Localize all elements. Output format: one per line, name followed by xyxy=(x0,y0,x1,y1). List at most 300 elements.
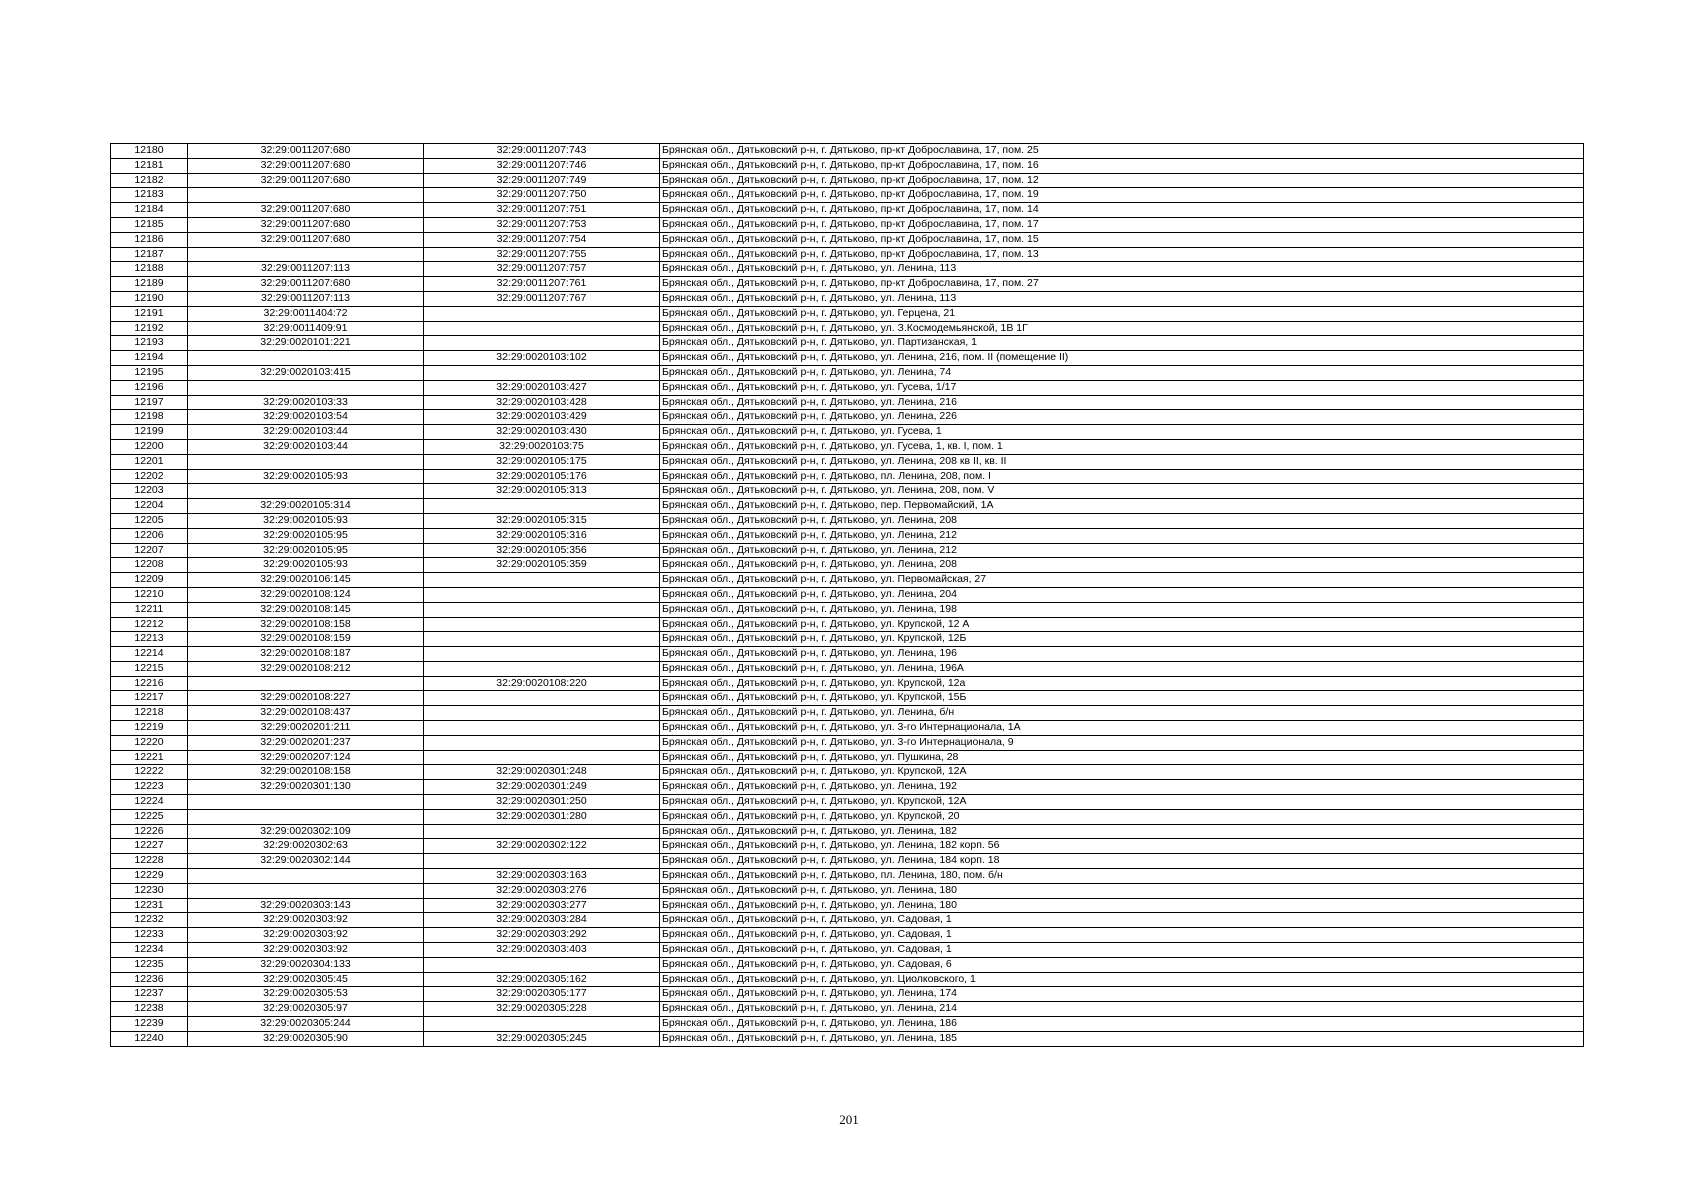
address-cell: Брянская обл., Дятьковский р-н, г. Дятьково, ул. Ленина, 182 xyxy=(660,824,1584,839)
row-number-cell: 12200 xyxy=(111,439,188,454)
row-number-cell: 12198 xyxy=(111,410,188,425)
row-number-cell: 12232 xyxy=(111,913,188,928)
cadastral-number-object-cell: 32:29:0011207:754 xyxy=(424,232,660,247)
address-cell: Брянская обл., Дятьковский р-н, г. Дятьково, ул. Ленина, 226 xyxy=(660,410,1584,425)
cadastral-number-object-cell: 32:29:0020103:427 xyxy=(424,380,660,395)
table-row xyxy=(111,750,1584,765)
address-cell: Брянская обл., Дятьковский р-н, г. Дятьково, ул. Крупской, 12Б xyxy=(660,632,1584,647)
table-row xyxy=(111,291,1584,306)
cadastral-number-object-cell xyxy=(424,661,660,676)
address-cell: Брянская обл., Дятьковский р-н, г. Дятьково, ул. Ленина, 214 xyxy=(660,1002,1584,1017)
table-row xyxy=(111,144,1584,159)
row-number-cell: 12207 xyxy=(111,543,188,558)
cadastral-number-object-cell: 32:29:0011207:753 xyxy=(424,217,660,232)
table-row xyxy=(111,972,1584,987)
cadastral-number-object-cell: 32:29:0020103:75 xyxy=(424,439,660,454)
row-number-cell: 12194 xyxy=(111,351,188,366)
table-row xyxy=(111,809,1584,824)
address-cell: Брянская обл., Дятьковский р-н, г. Дятьково, ул. Ленина, 113 xyxy=(660,262,1584,277)
table-row xyxy=(111,499,1584,514)
cadastral-number-parent-cell xyxy=(188,351,424,366)
cadastral-number-parent-cell: 32:29:0020302:144 xyxy=(188,854,424,869)
table-row xyxy=(111,735,1584,750)
cadastral-number-parent-cell: 32:29:0020108:145 xyxy=(188,602,424,617)
cadastral-number-object-cell xyxy=(424,336,660,351)
address-cell: Брянская обл., Дятьковский р-н, г. Дятьково, ул. Герцена, 21 xyxy=(660,306,1584,321)
table-row xyxy=(111,928,1584,943)
address-cell: Брянская обл., Дятьковский р-н, г. Дятьково, пр-кт Доброславина, 17, пом. 25 xyxy=(660,144,1584,159)
cadastral-number-object-cell xyxy=(424,691,660,706)
registry-table xyxy=(110,143,1584,1047)
address-cell: Брянская обл., Дятьковский р-н, г. Дятьково, ул. Ленина, 204 xyxy=(660,587,1584,602)
table-row xyxy=(111,410,1584,425)
cadastral-number-object-cell xyxy=(424,573,660,588)
row-number-cell: 12224 xyxy=(111,795,188,810)
table-row xyxy=(111,854,1584,869)
table-row xyxy=(111,839,1584,854)
address-cell: Брянская обл., Дятьковский р-н, г. Дятьково, ул. Ленина, б/н xyxy=(660,706,1584,721)
cadastral-number-object-cell: 32:29:0020103:430 xyxy=(424,425,660,440)
table-row xyxy=(111,558,1584,573)
cadastral-number-parent-cell: 32:29:0020305:97 xyxy=(188,1002,424,1017)
cadastral-number-parent-cell: 32:29:0020105:93 xyxy=(188,469,424,484)
cadastral-number-parent-cell: 32:29:0020103:44 xyxy=(188,439,424,454)
table-row xyxy=(111,277,1584,292)
row-number-cell: 12222 xyxy=(111,765,188,780)
row-number-cell: 12220 xyxy=(111,735,188,750)
cadastral-number-parent-cell: 32:29:0020108:124 xyxy=(188,587,424,602)
row-number-cell: 12234 xyxy=(111,943,188,958)
row-number-cell: 12193 xyxy=(111,336,188,351)
cadastral-number-object-cell xyxy=(424,750,660,765)
cadastral-number-object-cell: 32:29:0020303:284 xyxy=(424,913,660,928)
cadastral-number-parent-cell: 32:29:0020103:33 xyxy=(188,395,424,410)
row-number-cell: 12213 xyxy=(111,632,188,647)
cadastral-number-parent-cell: 32:29:0020108:437 xyxy=(188,706,424,721)
table-row xyxy=(111,543,1584,558)
cadastral-number-object-cell: 32:29:0011207:746 xyxy=(424,158,660,173)
row-number-cell: 12201 xyxy=(111,454,188,469)
cadastral-number-object-cell: 32:29:0011207:757 xyxy=(424,262,660,277)
cadastral-number-object-cell: 32:29:0011207:761 xyxy=(424,277,660,292)
cadastral-number-object-cell xyxy=(424,735,660,750)
cadastral-number-parent-cell: 32:29:0020303:92 xyxy=(188,943,424,958)
row-number-cell: 12206 xyxy=(111,528,188,543)
address-cell: Брянская обл., Дятьковский р-н, г. Дятьково, ул. Крупской, 15Б xyxy=(660,691,1584,706)
address-cell: Брянская обл., Дятьковский р-н, г. Дятьково, ул. Гусева, 1/17 xyxy=(660,380,1584,395)
row-number-cell: 12204 xyxy=(111,499,188,514)
cadastral-number-object-cell: 32:29:0020105:356 xyxy=(424,543,660,558)
cadastral-number-parent-cell xyxy=(188,454,424,469)
row-number-cell: 12210 xyxy=(111,587,188,602)
cadastral-number-object-cell: 32:29:0020103:429 xyxy=(424,410,660,425)
cadastral-number-parent-cell: 32:29:0020302:109 xyxy=(188,824,424,839)
row-number-cell: 12202 xyxy=(111,469,188,484)
address-cell: Брянская обл., Дятьковский р-н, г. Дятьково, пр-кт Доброславина, 17, пом. 12 xyxy=(660,173,1584,188)
row-number-cell: 12184 xyxy=(111,203,188,218)
address-cell: Брянская обл., Дятьковский р-н, г. Дятьково, ул. Садовая, 1 xyxy=(660,943,1584,958)
address-cell: Брянская обл., Дятьковский р-н, г. Дятьково, ул. Ленина, 185 xyxy=(660,1031,1584,1046)
row-number-cell: 12208 xyxy=(111,558,188,573)
address-cell: Брянская обл., Дятьковский р-н, г. Дятьково, ул. Ленина, 184 корп. 18 xyxy=(660,854,1584,869)
row-number-cell: 12199 xyxy=(111,425,188,440)
table-row xyxy=(111,380,1584,395)
row-number-cell: 12188 xyxy=(111,262,188,277)
cadastral-number-object-cell: 32:29:0020305:228 xyxy=(424,1002,660,1017)
address-cell: Брянская обл., Дятьковский р-н, г. Дятьково, ул. Ленина, 182 корп. 56 xyxy=(660,839,1584,854)
table-row xyxy=(111,365,1584,380)
registry-table-body xyxy=(111,144,1584,1047)
address-cell: Брянская обл., Дятьковский р-н, г. Дятьково, ул. Ленина, 196 xyxy=(660,647,1584,662)
table-row xyxy=(111,217,1584,232)
table-row xyxy=(111,469,1584,484)
address-cell: Брянская обл., Дятьковский р-н, г. Дятьково, ул. Крупской, 12А xyxy=(660,795,1584,810)
address-cell: Брянская обл., Дятьковский р-н, г. Дятьково, ул. Ленина, 208, пом. V xyxy=(660,484,1584,499)
cadastral-number-object-cell: 32:29:0020105:316 xyxy=(424,528,660,543)
row-number-cell: 12218 xyxy=(111,706,188,721)
cadastral-number-object-cell xyxy=(424,854,660,869)
row-number-cell: 12205 xyxy=(111,513,188,528)
cadastral-number-object-cell: 32:29:0020108:220 xyxy=(424,676,660,691)
row-number-cell: 12238 xyxy=(111,1002,188,1017)
address-cell: Брянская обл., Дятьковский р-н, г. Дятьково, ул. Первомайская, 27 xyxy=(660,573,1584,588)
cadastral-number-parent-cell: 32:29:0020103:415 xyxy=(188,365,424,380)
cadastral-number-object-cell xyxy=(424,957,660,972)
cadastral-number-parent-cell xyxy=(188,247,424,262)
table-row xyxy=(111,247,1584,262)
row-number-cell: 12223 xyxy=(111,780,188,795)
table-row xyxy=(111,1031,1584,1046)
row-number-cell: 12228 xyxy=(111,854,188,869)
cadastral-number-parent-cell: 32:29:0011207:680 xyxy=(188,232,424,247)
cadastral-number-parent-cell: 32:29:0020105:93 xyxy=(188,513,424,528)
cadastral-number-parent-cell: 32:29:0020304:133 xyxy=(188,957,424,972)
address-cell: Брянская обл., Дятьковский р-н, г. Дятьково, ул. 3-го Интернационала, 9 xyxy=(660,735,1584,750)
cadastral-number-object-cell: 32:29:0020105:315 xyxy=(424,513,660,528)
cadastral-number-object-cell: 32:29:0011207:749 xyxy=(424,173,660,188)
cadastral-number-object-cell: 32:29:0011207:750 xyxy=(424,188,660,203)
cadastral-number-parent-cell xyxy=(188,795,424,810)
cadastral-number-parent-cell: 32:29:0020201:211 xyxy=(188,721,424,736)
cadastral-number-parent-cell: 32:29:0020108:187 xyxy=(188,647,424,662)
address-cell: Брянская обл., Дятьковский р-н, г. Дятьково, ул. Гусева, 1, кв. I, пом. 1 xyxy=(660,439,1584,454)
cadastral-number-parent-cell: 32:29:0020108:227 xyxy=(188,691,424,706)
row-number-cell: 12227 xyxy=(111,839,188,854)
row-number-cell: 12191 xyxy=(111,306,188,321)
cadastral-number-object-cell xyxy=(424,706,660,721)
row-number-cell: 12192 xyxy=(111,321,188,336)
cadastral-number-parent-cell: 32:29:0011207:680 xyxy=(188,277,424,292)
table-row xyxy=(111,203,1584,218)
address-cell: Брянская обл., Дятьковский р-н, г. Дятьково, пл. Ленина, 208, пом. I xyxy=(660,469,1584,484)
address-cell: Брянская обл., Дятьковский р-н, г. Дятьково, ул. Ленина, 180 xyxy=(660,898,1584,913)
address-cell: Брянская обл., Дятьковский р-н, г. Дятьково, ул. Ленина, 180 xyxy=(660,883,1584,898)
cadastral-number-parent-cell: 32:29:0020305:53 xyxy=(188,987,424,1002)
cadastral-number-object-cell: 32:29:0020301:248 xyxy=(424,765,660,780)
cadastral-number-object-cell: 32:29:0020105:359 xyxy=(424,558,660,573)
address-cell: Брянская обл., Дятьковский р-н, г. Дятьково, ул. Крупской, 12а xyxy=(660,676,1584,691)
address-cell: Брянская обл., Дятьковский р-н, г. Дятьково, ул. Ленина, 208 xyxy=(660,513,1584,528)
cadastral-number-object-cell: 32:29:0011207:755 xyxy=(424,247,660,262)
cadastral-number-parent-cell: 32:29:0020305:244 xyxy=(188,1017,424,1032)
table-row xyxy=(111,617,1584,632)
address-cell: Брянская обл., Дятьковский р-н, г. Дятьково, пр-кт Доброславина, 17, пом. 27 xyxy=(660,277,1584,292)
table-row xyxy=(111,573,1584,588)
table-row xyxy=(111,824,1584,839)
cadastral-number-object-cell: 32:29:0020305:162 xyxy=(424,972,660,987)
cadastral-number-parent-cell xyxy=(188,883,424,898)
table-row xyxy=(111,262,1584,277)
table-row xyxy=(111,158,1584,173)
cadastral-number-parent-cell: 32:29:0020305:45 xyxy=(188,972,424,987)
cadastral-number-parent-cell: 32:29:0020106:145 xyxy=(188,573,424,588)
row-number-cell: 12235 xyxy=(111,957,188,972)
table-row xyxy=(111,321,1584,336)
table-row xyxy=(111,943,1584,958)
address-cell: Брянская обл., Дятьковский р-н, г. Дятьково, ул. Садовая, 6 xyxy=(660,957,1584,972)
table-row xyxy=(111,351,1584,366)
row-number-cell: 12240 xyxy=(111,1031,188,1046)
cadastral-number-object-cell: 32:29:0020103:102 xyxy=(424,351,660,366)
cadastral-number-parent-cell: 32:29:0020103:44 xyxy=(188,425,424,440)
cadastral-number-parent-cell: 32:29:0020103:54 xyxy=(188,410,424,425)
table-row xyxy=(111,780,1584,795)
address-cell: Брянская обл., Дятьковский р-н, г. Дятьково, ул. Пушкина, 28 xyxy=(660,750,1584,765)
table-row xyxy=(111,395,1584,410)
table-row xyxy=(111,691,1584,706)
row-number-cell: 12239 xyxy=(111,1017,188,1032)
address-cell: Брянская обл., Дятьковский р-н, г. Дятьково, ул. Ленина, 192 xyxy=(660,780,1584,795)
cadastral-number-parent-cell: 32:29:0011409:91 xyxy=(188,321,424,336)
row-number-cell: 12215 xyxy=(111,661,188,676)
row-number-cell: 12186 xyxy=(111,232,188,247)
address-cell: Брянская обл., Дятьковский р-н, г. Дятьково, ул. Ленина, 212 xyxy=(660,528,1584,543)
table-row xyxy=(111,188,1584,203)
cadastral-number-object-cell: 32:29:0020303:292 xyxy=(424,928,660,943)
address-cell: Брянская обл., Дятьковский р-н, г. Дятьково, ул. Крупской, 12 А xyxy=(660,617,1584,632)
row-number-cell: 12219 xyxy=(111,721,188,736)
cadastral-number-object-cell xyxy=(424,647,660,662)
page-number: 201 xyxy=(839,1112,859,1127)
cadastral-number-object-cell: 32:29:0011207:751 xyxy=(424,203,660,218)
cadastral-number-object-cell: 32:29:0020303:403 xyxy=(424,943,660,958)
address-cell: Брянская обл., Дятьковский р-н, г. Дятьково, пл. Ленина, 180, пом. б/н xyxy=(660,869,1584,884)
cadastral-number-object-cell xyxy=(424,365,660,380)
cadastral-number-object-cell xyxy=(424,306,660,321)
cadastral-number-parent-cell xyxy=(188,809,424,824)
address-cell: Брянская обл., Дятьковский р-н, г. Дятьково, ул. Ленина, 186 xyxy=(660,1017,1584,1032)
address-cell: Брянская обл., Дятьковский р-н, г. Дятьково, ул. Гусева, 1 xyxy=(660,425,1584,440)
table-row xyxy=(111,706,1584,721)
row-number-cell: 12182 xyxy=(111,173,188,188)
cadastral-number-object-cell xyxy=(424,721,660,736)
address-cell: Брянская обл., Дятьковский р-н, г. Дятьково, ул. З.Космодемьянской, 1В 1Г xyxy=(660,321,1584,336)
table-row xyxy=(111,602,1584,617)
cadastral-number-object-cell: 32:29:0020303:276 xyxy=(424,883,660,898)
cadastral-number-object-cell: 32:29:0011207:767 xyxy=(424,291,660,306)
address-cell: Брянская обл., Дятьковский р-н, г. Дятьково, ул. Ленина, 113 xyxy=(660,291,1584,306)
table-row xyxy=(111,883,1584,898)
cadastral-number-parent-cell: 32:29:0020108:158 xyxy=(188,617,424,632)
row-number-cell: 12217 xyxy=(111,691,188,706)
table-row xyxy=(111,513,1584,528)
row-number-cell: 12185 xyxy=(111,217,188,232)
cadastral-number-parent-cell: 32:29:0020305:90 xyxy=(188,1031,424,1046)
table-row xyxy=(111,913,1584,928)
table-row xyxy=(111,987,1584,1002)
table-row xyxy=(111,1017,1584,1032)
cadastral-number-object-cell: 32:29:0020103:428 xyxy=(424,395,660,410)
address-cell: Брянская обл., Дятьковский р-н, г. Дятьково, пр-кт Доброславина, 17, пом. 15 xyxy=(660,232,1584,247)
cadastral-number-object-cell: 32:29:0020105:313 xyxy=(424,484,660,499)
cadastral-number-parent-cell: 32:29:0011207:113 xyxy=(188,291,424,306)
cadastral-number-object-cell: 32:29:0020303:163 xyxy=(424,869,660,884)
address-cell: Брянская обл., Дятьковский р-н, г. Дятьково, ул. Ленина, 174 xyxy=(660,987,1584,1002)
table-row xyxy=(111,425,1584,440)
row-number-cell: 12209 xyxy=(111,573,188,588)
address-cell: Брянская обл., Дятьковский р-н, г. Дятьково, ул. Ленина, 74 xyxy=(660,365,1584,380)
cadastral-number-parent-cell: 32:29:0020108:159 xyxy=(188,632,424,647)
table-row xyxy=(111,957,1584,972)
row-number-cell: 12226 xyxy=(111,824,188,839)
address-cell: Брянская обл., Дятьковский р-н, г. Дятьково, ул. Циолковского, 1 xyxy=(660,972,1584,987)
table-row xyxy=(111,173,1584,188)
table-row xyxy=(111,795,1584,810)
table-row xyxy=(111,661,1584,676)
cadastral-number-parent-cell: 32:29:0011207:680 xyxy=(188,144,424,159)
address-cell: Брянская обл., Дятьковский р-н, г. Дятьково, ул. Садовая, 1 xyxy=(660,928,1584,943)
row-number-cell: 12189 xyxy=(111,277,188,292)
cadastral-number-parent-cell: 32:29:0011207:113 xyxy=(188,262,424,277)
address-cell: Брянская обл., Дятьковский р-н, г. Дятьково, пр-кт Доброславина, 17, пом. 16 xyxy=(660,158,1584,173)
row-number-cell: 12190 xyxy=(111,291,188,306)
table-row xyxy=(111,306,1584,321)
row-number-cell: 12230 xyxy=(111,883,188,898)
cadastral-number-parent-cell: 32:29:0020105:314 xyxy=(188,499,424,514)
address-cell: Брянская обл., Дятьковский р-н, г. Дятьково, ул. Ленина, 198 xyxy=(660,602,1584,617)
cadastral-number-object-cell xyxy=(424,499,660,514)
address-cell: Брянская обл., Дятьковский р-н, г. Дятьково, пр-кт Доброславина, 17, пом. 13 xyxy=(660,247,1584,262)
table-row xyxy=(111,676,1584,691)
row-number-cell: 12195 xyxy=(111,365,188,380)
cadastral-number-object-cell xyxy=(424,321,660,336)
cadastral-number-parent-cell: 32:29:0020108:212 xyxy=(188,661,424,676)
address-cell: Брянская обл., Дятьковский р-н, г. Дятьково, пр-кт Доброславина, 17, пом. 19 xyxy=(660,188,1584,203)
address-cell: Брянская обл., Дятьковский р-н, г. Дятьково, пр-кт Доброславина, 17, пом. 17 xyxy=(660,217,1584,232)
row-number-cell: 12196 xyxy=(111,380,188,395)
address-cell: Брянская обл., Дятьковский р-н, г. Дятьково, ул. 3-го Интернационала, 1А xyxy=(660,721,1584,736)
cadastral-number-parent-cell: 32:29:0020303:92 xyxy=(188,928,424,943)
cadastral-number-object-cell: 32:29:0020302:122 xyxy=(424,839,660,854)
cadastral-number-object-cell: 32:29:0011207:743 xyxy=(424,144,660,159)
cadastral-number-parent-cell xyxy=(188,380,424,395)
cadastral-number-parent-cell: 32:29:0020105:95 xyxy=(188,543,424,558)
table-row xyxy=(111,869,1584,884)
row-number-cell: 12229 xyxy=(111,869,188,884)
cadastral-number-object-cell xyxy=(424,632,660,647)
row-number-cell: 12236 xyxy=(111,972,188,987)
cadastral-number-parent-cell: 32:29:0020303:143 xyxy=(188,898,424,913)
address-cell: Брянская обл., Дятьковский р-н, г. Дятьково, ул. Ленина, 208 кв II, кв. II xyxy=(660,454,1584,469)
table-row xyxy=(111,1002,1584,1017)
address-cell: Брянская обл., Дятьковский р-н, г. Дятьково, ул. Крупской, 12А xyxy=(660,765,1584,780)
row-number-cell: 12211 xyxy=(111,602,188,617)
table-row xyxy=(111,454,1584,469)
table-row xyxy=(111,336,1584,351)
table-row xyxy=(111,232,1584,247)
cadastral-number-parent-cell: 32:29:0020207:124 xyxy=(188,750,424,765)
cadastral-number-object-cell: 32:29:0020305:245 xyxy=(424,1031,660,1046)
cadastral-number-parent-cell: 32:29:0020108:158 xyxy=(188,765,424,780)
cadastral-number-parent-cell: 32:29:0011207:680 xyxy=(188,217,424,232)
row-number-cell: 12197 xyxy=(111,395,188,410)
row-number-cell: 12231 xyxy=(111,898,188,913)
row-number-cell: 12216 xyxy=(111,676,188,691)
cadastral-number-object-cell xyxy=(424,824,660,839)
address-cell: Брянская обл., Дятьковский р-н, г. Дятьково, ул. Ленина, 212 xyxy=(660,543,1584,558)
cadastral-number-parent-cell: 32:29:0020201:237 xyxy=(188,735,424,750)
row-number-cell: 12203 xyxy=(111,484,188,499)
cadastral-number-object-cell xyxy=(424,1017,660,1032)
cadastral-number-object-cell: 32:29:0020305:177 xyxy=(424,987,660,1002)
address-cell: Брянская обл., Дятьковский р-н, г. Дятьково, ул. Ленина, 216 xyxy=(660,395,1584,410)
address-cell: Брянская обл., Дятьковский р-н, г. Дятьково, ул. Партизанская, 1 xyxy=(660,336,1584,351)
table-row xyxy=(111,587,1584,602)
address-cell: Брянская обл., Дятьковский р-н, г. Дятьково, пр-кт Доброславина, 17, пом. 14 xyxy=(660,203,1584,218)
row-number-cell: 12187 xyxy=(111,247,188,262)
cadastral-number-object-cell: 32:29:0020301:249 xyxy=(424,780,660,795)
cadastral-number-parent-cell: 32:29:0020303:92 xyxy=(188,913,424,928)
address-cell: Брянская обл., Дятьковский р-н, г. Дятьково, ул. Ленина, 196А xyxy=(660,661,1584,676)
address-cell: Брянская обл., Дятьковский р-н, г. Дятьково, пер. Первомайский, 1А xyxy=(660,499,1584,514)
table-row xyxy=(111,484,1584,499)
table-row xyxy=(111,765,1584,780)
cadastral-number-object-cell xyxy=(424,617,660,632)
cadastral-number-parent-cell xyxy=(188,869,424,884)
cadastral-number-parent-cell: 32:29:0020105:95 xyxy=(188,528,424,543)
cadastral-number-object-cell: 32:29:0020303:277 xyxy=(424,898,660,913)
row-number-cell: 12180 xyxy=(111,144,188,159)
cadastral-number-parent-cell: 32:29:0020301:130 xyxy=(188,780,424,795)
row-number-cell: 12212 xyxy=(111,617,188,632)
table-row xyxy=(111,647,1584,662)
cadastral-number-object-cell: 32:29:0020105:175 xyxy=(424,454,660,469)
table-row xyxy=(111,898,1584,913)
cadastral-number-parent-cell: 32:29:0020105:93 xyxy=(188,558,424,573)
cadastral-number-parent-cell: 32:29:0011207:680 xyxy=(188,158,424,173)
cadastral-number-parent-cell: 32:29:0011404:72 xyxy=(188,306,424,321)
cadastral-number-parent-cell: 32:29:0020101:221 xyxy=(188,336,424,351)
row-number-cell: 12225 xyxy=(111,809,188,824)
row-number-cell: 12221 xyxy=(111,750,188,765)
cadastral-number-object-cell xyxy=(424,587,660,602)
cadastral-number-parent-cell xyxy=(188,484,424,499)
address-cell: Брянская обл., Дятьковский р-н, г. Дятьково, ул. Крупской, 20 xyxy=(660,809,1584,824)
row-number-cell: 12233 xyxy=(111,928,188,943)
cadastral-number-parent-cell: 32:29:0011207:680 xyxy=(188,203,424,218)
table-row xyxy=(111,439,1584,454)
cadastral-number-parent-cell xyxy=(188,188,424,203)
cadastral-number-object-cell xyxy=(424,602,660,617)
cadastral-number-parent-cell: 32:29:0011207:680 xyxy=(188,173,424,188)
cadastral-number-parent-cell: 32:29:0020302:63 xyxy=(188,839,424,854)
row-number-cell: 12237 xyxy=(111,987,188,1002)
row-number-cell: 12214 xyxy=(111,647,188,662)
table-row xyxy=(111,632,1584,647)
row-number-cell: 12183 xyxy=(111,188,188,203)
cadastral-number-object-cell: 32:29:0020105:176 xyxy=(424,469,660,484)
table-row xyxy=(111,528,1584,543)
